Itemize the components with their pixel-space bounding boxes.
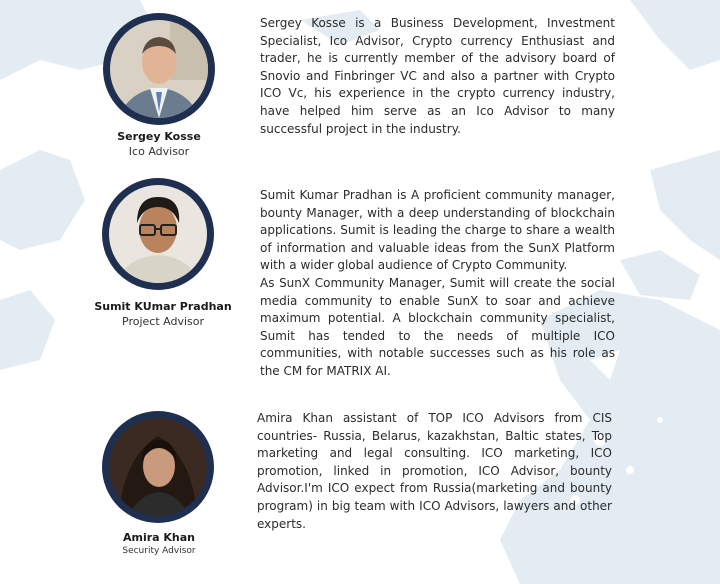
avatar	[102, 411, 214, 523]
advisor-name: Sergey Kosse	[117, 130, 201, 143]
amira-photo	[109, 418, 207, 516]
advisor-role: Security Advisor	[122, 546, 196, 556]
advisor-bio: Sumit Kumar Pradhan is A proficient community manager, bounty Manager, with a deep understanding of blockchain applications. Sumit is leading the charge to share a wealth of information and valuable ideas from the SunX Platform with a wider global audience of Crypto Community. As SunX Community Manager, Sumit will create the social media community to enable SunX to soar and achieve maximum potential. A blockchain community specialist, Sumit has tended to the needs of multiple ICO communities, with notable successes such as his role as the CM for MATRIX AI.	[260, 188, 615, 378]
advisor-bio: Amira Khan assistant of TOP ICO Advisors from CIS countries- Russia, Belarus, kazakhstan, Baltic states, Top marketing and legal consulting. ICO marketing, ICO promotion, linked in promotion, ICO Advisor, bounty Advisor.I'm ICO expect from Russia(marketing and bounty program) in big team with ICO Advisors, lawyers and other experts.	[257, 411, 612, 531]
avatar	[103, 13, 215, 125]
avatar	[102, 178, 214, 290]
advisor-name: Amira Khan	[122, 531, 196, 544]
sumit-photo	[109, 185, 207, 283]
sergey-photo	[110, 20, 208, 118]
advisor-role: Project Advisor	[122, 315, 204, 328]
advisor-role: Ico Advisor	[128, 145, 190, 158]
advisor-name: Sumit KUmar Pradhan	[94, 300, 232, 313]
advisor-bio: Sergey Kosse is a Business Development, Investment Specialist, Ico Advisor, Crypto currency Enthusiast and trader, he is currently member of the advisory board of Snovio and Finbringer VC and also a partner with Crypto ICO Vc, his experience in the crypto currency industry, have helped him serve as an Ico Advisor to many successful project in the industry.	[260, 16, 615, 136]
